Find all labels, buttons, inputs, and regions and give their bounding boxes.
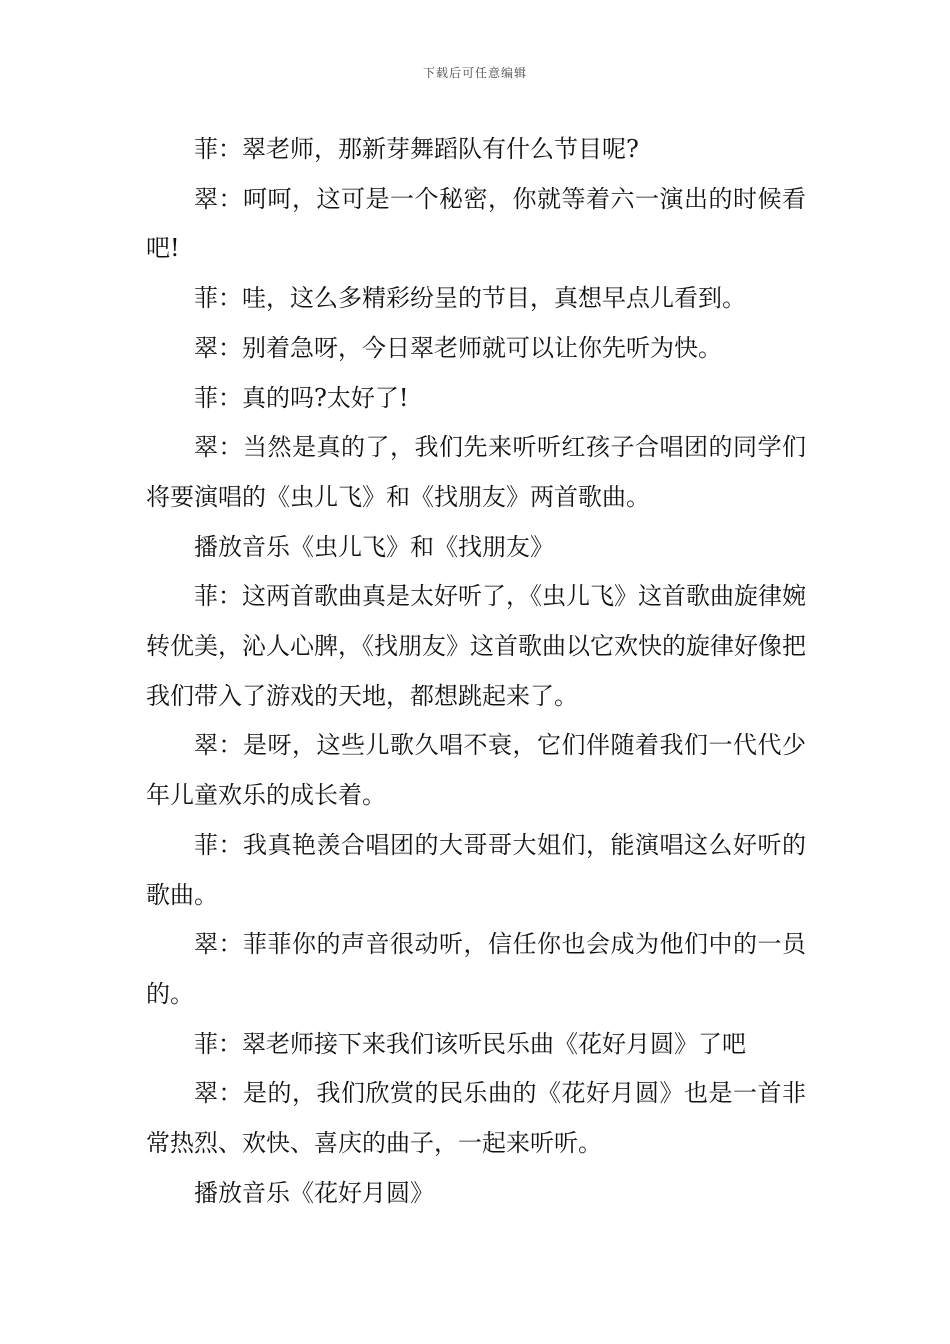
paragraph: 翠：呵呵，这可是一个秘密，你就等着六一演出的时候看吧! (146, 184, 806, 263)
paragraph: 播放音乐《虫儿飞》和《找朋友》 (194, 532, 554, 561)
paragraph: 翠：当然是真的了，我们先来听听红孩子合唱团的同学们将要演唱的《虫儿飞》和《找朋友》两首歌曲。 (146, 433, 806, 511)
paragraph: 菲：翠老师，那新芽舞蹈队有什么节目呢? (194, 135, 639, 163)
paragraph: 菲：我真艳羡合唱团的大哥哥大姐们，能演唱这么好听的歌曲。 (146, 830, 806, 909)
paragraph: 翠：是呀，这些儿歌久唱不衰，它们伴随着我们一代代少年儿童欢乐的成长着。 (146, 731, 806, 810)
document-body (146, 125, 806, 1218)
paragraph: 翠：别着急呀，今日翠老师就可以让你先听为快。 (194, 333, 722, 362)
paragraph: 翠：菲菲你的声音很动听，信任你也会成为他们中的一员的。 (146, 930, 806, 1008)
paragraph: 翠：是的，我们欣赏的民乐曲的《花好月圆》也是一首非常热烈、欢快、喜庆的曲子，一起来听听。 (146, 1079, 806, 1158)
paragraph: 菲：这两首歌曲真是太好听了，《虫儿飞》这首歌曲旋律婉转优美，沁人心脾，《找朋友》这首歌曲以它欢快的旋律好像把我们带入了游戏的天地，都想跳起来了。 (146, 582, 806, 710)
paragraph: 菲：哇，这么多精彩纷呈的节目，真想早点儿看到。 (194, 284, 746, 313)
paragraph: 播放音乐《花好月圆》 (194, 1178, 434, 1207)
paragraph: 菲：翠老师接下来我们该听民乐曲《花好月圆》了吧 (194, 1029, 746, 1058)
page-header: 下载后可任意编辑 (422, 66, 527, 80)
paragraph: 菲：真的吗?太好了! (194, 383, 409, 412)
